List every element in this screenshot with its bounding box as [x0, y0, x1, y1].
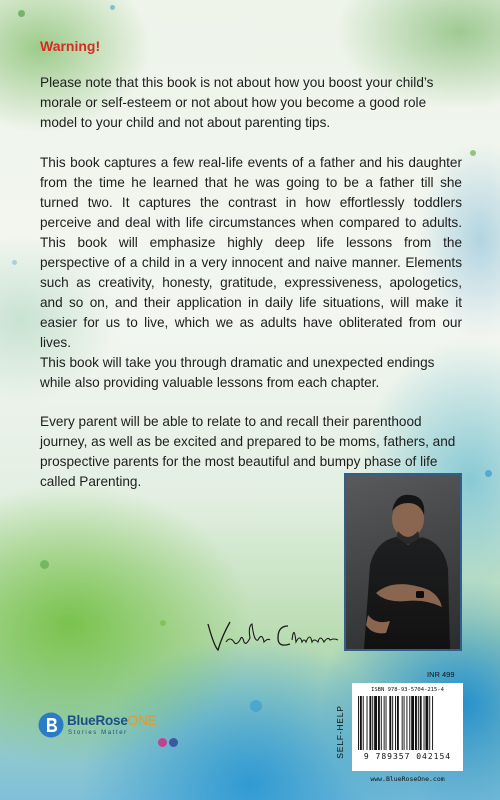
barcode-bar	[369, 696, 371, 750]
author-silhouette-icon	[346, 475, 460, 649]
barcode-bar	[374, 696, 377, 750]
watercolor-splash	[485, 470, 492, 477]
publisher-name-part1: BlueRose	[67, 713, 128, 728]
blurb-paragraph-4: Every parent will be able to relate to and recall their parenthood journey, as well as be excited and prepared to be moms, fathers, and prospective parents for the most beautiful and bumpy phase of life called Parenting.	[40, 414, 456, 489]
barcode-number: 9 789357 042154	[363, 752, 452, 761]
publisher-logo-icon	[38, 712, 64, 738]
barcode-icon	[357, 696, 458, 750]
author-signature	[204, 616, 344, 658]
publisher-tagline: Stories Matter	[68, 730, 128, 736]
blurb-paragraph-2: This book captures a few real-life events of a father and his daughter from the time he learned that he was going to be a father till she turned two. It captures the contrast in how effortlessly toddlers perceive and deal with life circumstances when compared to adults. This book will emphasize highly deep life lessons from the perspective of a child in a very innocent and naive manner. Elements such as creativity, honesty, gratitude, expressiveness, apologetics, and so on, and their application in daily life situations, will make it easier for us to live, which we as adults have obliterated from our lives.	[40, 155, 462, 350]
barcode-bar	[372, 696, 373, 750]
publisher-name-part2: ONE	[127, 713, 157, 728]
barcode-bar	[389, 696, 391, 750]
publisher-website: www.BlueRoseOne.com	[370, 775, 445, 783]
barcode-bar	[409, 696, 410, 750]
isbn-number: ISBN 978-93-5704-215-4	[371, 687, 444, 693]
barcode-bar	[392, 696, 393, 750]
barcode-bar	[384, 696, 385, 750]
warning-heading: Warning!	[40, 38, 101, 54]
barcode-bar	[425, 696, 428, 750]
facebook-icon	[169, 738, 178, 747]
barcode-bar	[402, 696, 403, 750]
barcode-bar	[360, 696, 362, 750]
barcode-bar	[397, 696, 399, 750]
watercolor-splash	[40, 560, 49, 569]
barcode-bar	[429, 696, 430, 750]
publisher-name	[67, 713, 156, 728]
barcode-bar	[363, 696, 364, 750]
watercolor-splash	[160, 620, 166, 626]
barcode-bar	[367, 696, 368, 750]
barcode-bar	[420, 696, 422, 750]
blurb-paragraph-3: This book will take you through dramatic and unexpected endings while also providing valuable lessons from each chapter.	[40, 355, 435, 390]
author-photo	[344, 473, 462, 651]
watercolor-splash	[250, 700, 262, 712]
barcode-bar	[418, 696, 419, 750]
barcode-bar	[432, 696, 433, 750]
watercolor-splash	[12, 260, 17, 265]
blurb-paragraph-1: Please note that this book is not about how you boost your child’s morale or self-esteem or not about how you become a good role model to your child and not about parenting tips.	[40, 75, 434, 130]
barcode-bar	[358, 696, 359, 750]
watercolor-splash	[110, 5, 115, 10]
barcode-bar	[411, 696, 414, 750]
category-label: SELF-HELP	[335, 705, 345, 759]
barcode-bar	[424, 696, 425, 750]
watercolor-splash	[470, 150, 476, 156]
barcode-bar	[378, 696, 380, 750]
watercolor-splash	[18, 10, 25, 17]
barcode-bar	[386, 696, 387, 750]
price-label: INR 499	[427, 670, 455, 679]
isbn-barcode-block	[352, 683, 463, 771]
barcode-bar	[415, 696, 417, 750]
instagram-icon	[158, 738, 167, 747]
barcode-bar	[404, 696, 405, 750]
barcode-bar	[395, 696, 396, 750]
barcode-bar	[381, 696, 382, 750]
barcode-bar	[406, 696, 407, 750]
